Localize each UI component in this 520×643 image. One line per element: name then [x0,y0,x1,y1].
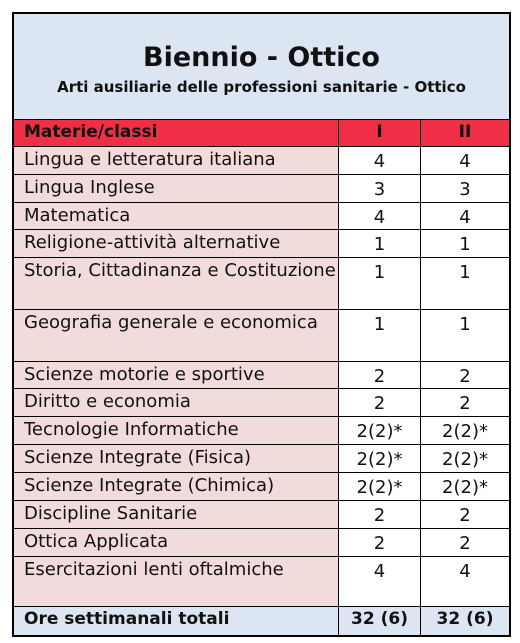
table-row [14,310,509,362]
table-row [14,473,509,501]
hours-year-2: 2(2)* [421,417,509,444]
subject-name: Religione-attività alternative [14,230,339,257]
column-header-year-1: I [339,120,421,146]
page-subtitle: Arti ausiliarie delle professioni sanitarie - Ottico [57,78,466,96]
hours-year-2: 4 [421,203,509,229]
hours-year-2: 4 [421,147,509,174]
page-title: Biennio - Ottico [143,42,380,73]
hours-year-2: 2 [421,362,509,388]
hours-year-2: 2 [421,529,509,556]
total-year-2: 32 (6) [421,607,509,635]
total-year-1: 32 (6) [339,607,421,635]
hours-year-1: 2 [339,362,421,388]
hours-year-1: 2 [339,389,421,416]
subject-name: Storia, Cittadinanza e Costituzione [14,258,339,309]
subject-name: Scienze Integrate (Chimica) [14,473,339,500]
hours-year-2: 2 [421,389,509,416]
hours-year-2: 3 [421,175,509,202]
hours-year-1: 4 [339,147,421,174]
hours-year-1: 4 [339,557,421,606]
column-header-subjects: Materie/classi [14,120,339,146]
hours-year-1: 2(2)* [339,417,421,444]
hours-year-1: 1 [339,310,421,361]
hours-year-1: 2(2)* [339,473,421,500]
table-row [14,362,509,389]
hours-year-2: 2 [421,501,509,528]
hours-year-1: 3 [339,175,421,202]
subject-name: Geografia generale e economica [14,310,339,361]
hours-year-2: 2(2)* [421,473,509,500]
total-label: Ore settimanali totali [14,607,339,635]
table-row [14,203,509,230]
hours-year-2: 1 [421,230,509,257]
table-row [14,147,509,175]
table-row [14,175,509,203]
table-row [14,557,509,607]
hours-year-2: 4 [421,557,509,606]
hours-year-2: 1 [421,310,509,361]
subject-name: Scienze Integrate (Fisica) [14,445,339,472]
table-row [14,417,509,445]
hours-year-1: 2(2)* [339,445,421,472]
table-row [14,445,509,473]
table-header [14,14,509,120]
table-row [14,230,509,258]
column-header-row [14,120,509,147]
hours-year-1: 1 [339,230,421,257]
hours-year-1: 2 [339,529,421,556]
hours-year-1: 2 [339,501,421,528]
subject-name: Discipline Sanitarie [14,501,339,528]
timetable [12,12,511,637]
hours-year-2: 1 [421,258,509,309]
subject-name: Tecnologie Informatiche [14,417,339,444]
subject-name: Scienze motorie e sportive [14,362,339,388]
subject-name: Lingua e letteratura italiana [14,147,339,174]
subject-name: Matematica [14,203,339,229]
table-row [14,389,509,417]
hours-year-2: 2(2)* [421,445,509,472]
hours-year-1: 1 [339,258,421,309]
subject-name: Ottica Applicata [14,529,339,556]
column-header-year-2: II [421,120,509,146]
subject-name: Diritto e economia [14,389,339,416]
table-row [14,258,509,310]
total-row [14,607,509,635]
table-row [14,501,509,529]
hours-year-1: 4 [339,203,421,229]
subject-name: Lingua Inglese [14,175,339,202]
subject-name: Esercitazioni lenti oftalmiche [14,557,339,606]
table-row [14,529,509,557]
